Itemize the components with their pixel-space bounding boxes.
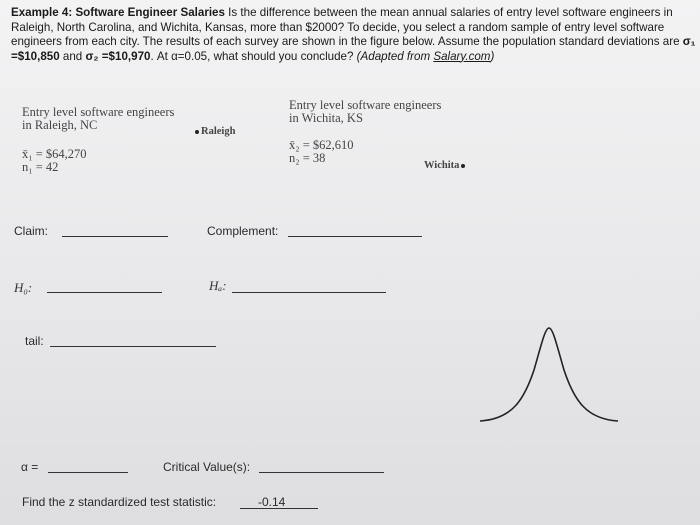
wichita-n: n₂ = 38 — [289, 151, 326, 165]
wichita-mean: x̄₂ = $62,610 — [289, 138, 354, 152]
raleigh-mean: x̄₁ = $64,270 — [22, 147, 87, 161]
raleigh-dot-icon — [195, 130, 199, 134]
critical-values-label: Critical Value(s): — [163, 460, 251, 474]
complement-answer-line[interactable] — [288, 236, 422, 237]
critical-values-line[interactable] — [259, 472, 384, 473]
raleigh-n: n₁ = 42 — [22, 160, 59, 174]
tail-answer-line[interactable] — [50, 346, 216, 347]
raleigh-stats — [22, 148, 87, 174]
problem-body-2: . At α=0.05, what should you conclude? — [150, 49, 357, 63]
tail-label: tail: — [25, 334, 44, 348]
z-statistic-label: Find the z standardized test statistic: — [22, 495, 217, 509]
wichita-heading — [289, 99, 441, 125]
wichita-stats — [289, 139, 354, 165]
claim-answer-line[interactable] — [62, 236, 168, 237]
sigma-1-value: σ₁ =$10,850 — [11, 35, 696, 63]
null-hypothesis-line[interactable] — [47, 292, 162, 293]
null-hypothesis-label: H₀: — [14, 280, 33, 295]
source-link[interactable]: Salary.com — [433, 49, 491, 63]
normal-curve-diagram — [474, 318, 624, 426]
z-statistic-value: -0.14 — [258, 495, 286, 509]
problem-statement — [11, 6, 697, 64]
wichita-heading-line1: Entry level software engineers — [289, 98, 442, 112]
wichita-dot-icon — [461, 164, 465, 168]
problem-lead: Example 4: — [11, 6, 76, 19]
alt-hypothesis-label: Hₐ: — [209, 278, 227, 293]
adapted-from: (Adapted from — [356, 49, 434, 63]
alpha-label: α = — [21, 460, 39, 474]
raleigh-map-label: Raleigh — [193, 126, 235, 137]
wichita-heading-line2: in Wichita, KS — [289, 111, 363, 125]
alt-hypothesis-line[interactable] — [232, 292, 386, 293]
normal-curve-path — [480, 328, 618, 421]
problem-title: Software Engineer Salaries — [75, 6, 225, 19]
alpha-answer-line[interactable] — [48, 472, 128, 473]
raleigh-heading — [22, 106, 174, 132]
raleigh-heading-line2: in Raleigh, NC — [22, 118, 98, 132]
problem-body-1: Is the difference between the mean annual salaries of entry level software engineers in Raleigh, North Carolina, and Wichita, Kansas, more than $2000? To decide, you select a random sample of entry level software engineers from each city. The results of each survey are shown in the figure below. Assume the population standard deviations are — [11, 6, 683, 49]
problem-and: and — [59, 49, 86, 63]
sigma-2-value: σ₂ =$10,970 — [85, 49, 151, 63]
claim-label: Claim: — [14, 224, 49, 238]
adapted-close: ) — [490, 49, 495, 63]
raleigh-heading-line1: Entry level software engineers — [22, 105, 175, 119]
wichita-map-label: Wichita — [424, 160, 467, 171]
complement-label: Complement: — [207, 224, 279, 238]
